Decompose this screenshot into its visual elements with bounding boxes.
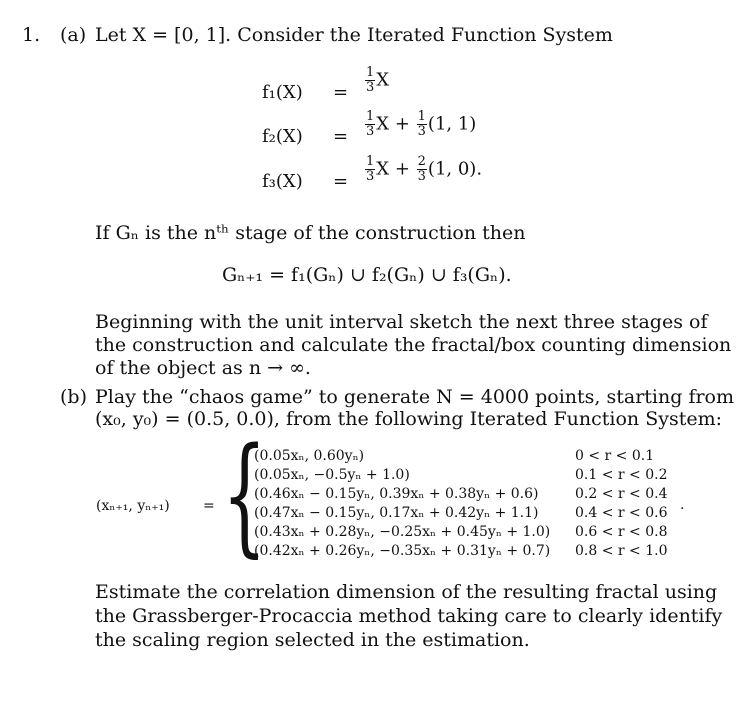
case-map: (0.46xₙ − 0.15yₙ, 0.39xₙ + 0.38yₙ + 0.6) [254, 486, 539, 502]
case-condition: 0.6 < r < 0.8 [575, 524, 668, 540]
stage-text: If Gₙ is the nᵗʰ stage of the construction then [95, 222, 526, 244]
part-b-task-line: the scaling region selected in the estimation. [95, 629, 530, 651]
equation-eq: = [333, 171, 349, 192]
equation-rhs: $\frac{1}{3}$ X [366, 65, 390, 95]
case-condition: 0.1 < r < 0.2 [575, 467, 668, 483]
case-map: (0.05xₙ, 0.60yₙ) [254, 448, 365, 464]
part-a-task-line: Beginning with the unit interval sketch the next three stages of [95, 311, 708, 333]
case-condition: 0.4 < r < 0.6 [575, 505, 668, 521]
equation-rhs: $\frac{1}{3}$ X + $\frac{2}{3}$ (1, 0). [366, 154, 483, 184]
case-condition: 0.2 < r < 0.4 [575, 486, 668, 502]
case-condition: 0 < r < 0.1 [575, 448, 655, 464]
equation-lhs: f₃(X) [262, 171, 303, 192]
part-b-label: (b) [60, 386, 87, 408]
equation-lhs: f₁(X) [262, 82, 303, 103]
part-b-task-line: the Grassberger-Procaccia method taking care to clearly identify [95, 605, 723, 627]
part-b-task-line: Estimate the correlation dimension of the resulting fractal using [95, 581, 718, 603]
equation-eq: = [333, 82, 349, 103]
case-map: (0.42xₙ + 0.26yₙ, −0.35xₙ + 0.31yₙ + 0.7) [254, 543, 551, 559]
part-a-intro: Let X = [0, 1]. Consider the Iterated Function System [95, 24, 613, 46]
case-map: (0.43xₙ + 0.28yₙ, −0.25xₙ + 0.45yₙ + 1.0) [254, 524, 551, 540]
part-b-line: Play the “chaos game” to generate N = 4000 points, starting from [95, 386, 735, 408]
piecewise-period: . [680, 497, 685, 513]
equation-lhs: f₂(X) [262, 126, 303, 147]
case-map: (0.05xₙ, −0.5yₙ + 1.0) [254, 467, 410, 483]
equation-eq: = [333, 126, 349, 147]
case-condition: 0.8 < r < 1.0 [575, 543, 668, 559]
case-map: (0.47xₙ − 0.15yₙ, 0.17xₙ + 0.42yₙ + 1.1) [254, 505, 539, 521]
piecewise-eq: = [203, 498, 215, 514]
part-a-task-line: the construction and calculate the fractal/box counting dimension [95, 334, 732, 356]
left-brace: { [222, 421, 267, 570]
part-a-label: (a) [60, 24, 87, 46]
part-a-task-line: of the object as n → ∞. [95, 357, 311, 379]
part-b-line: (x₀, y₀) = (0.5, 0.0), from the following Iterated Function System: [95, 408, 723, 430]
piecewise-lhs: (xₙ₊₁, yₙ₊₁) [96, 498, 170, 514]
union-equation: Gₙ₊₁ = f₁(Gₙ) ∪ f₂(Gₙ) ∪ f₃(Gₙ). [222, 264, 512, 286]
problem-number: 1. [22, 24, 41, 46]
equation-rhs: $\frac{1}{3}$ X + $\frac{1}{3}$ (1, 1) [366, 109, 477, 139]
